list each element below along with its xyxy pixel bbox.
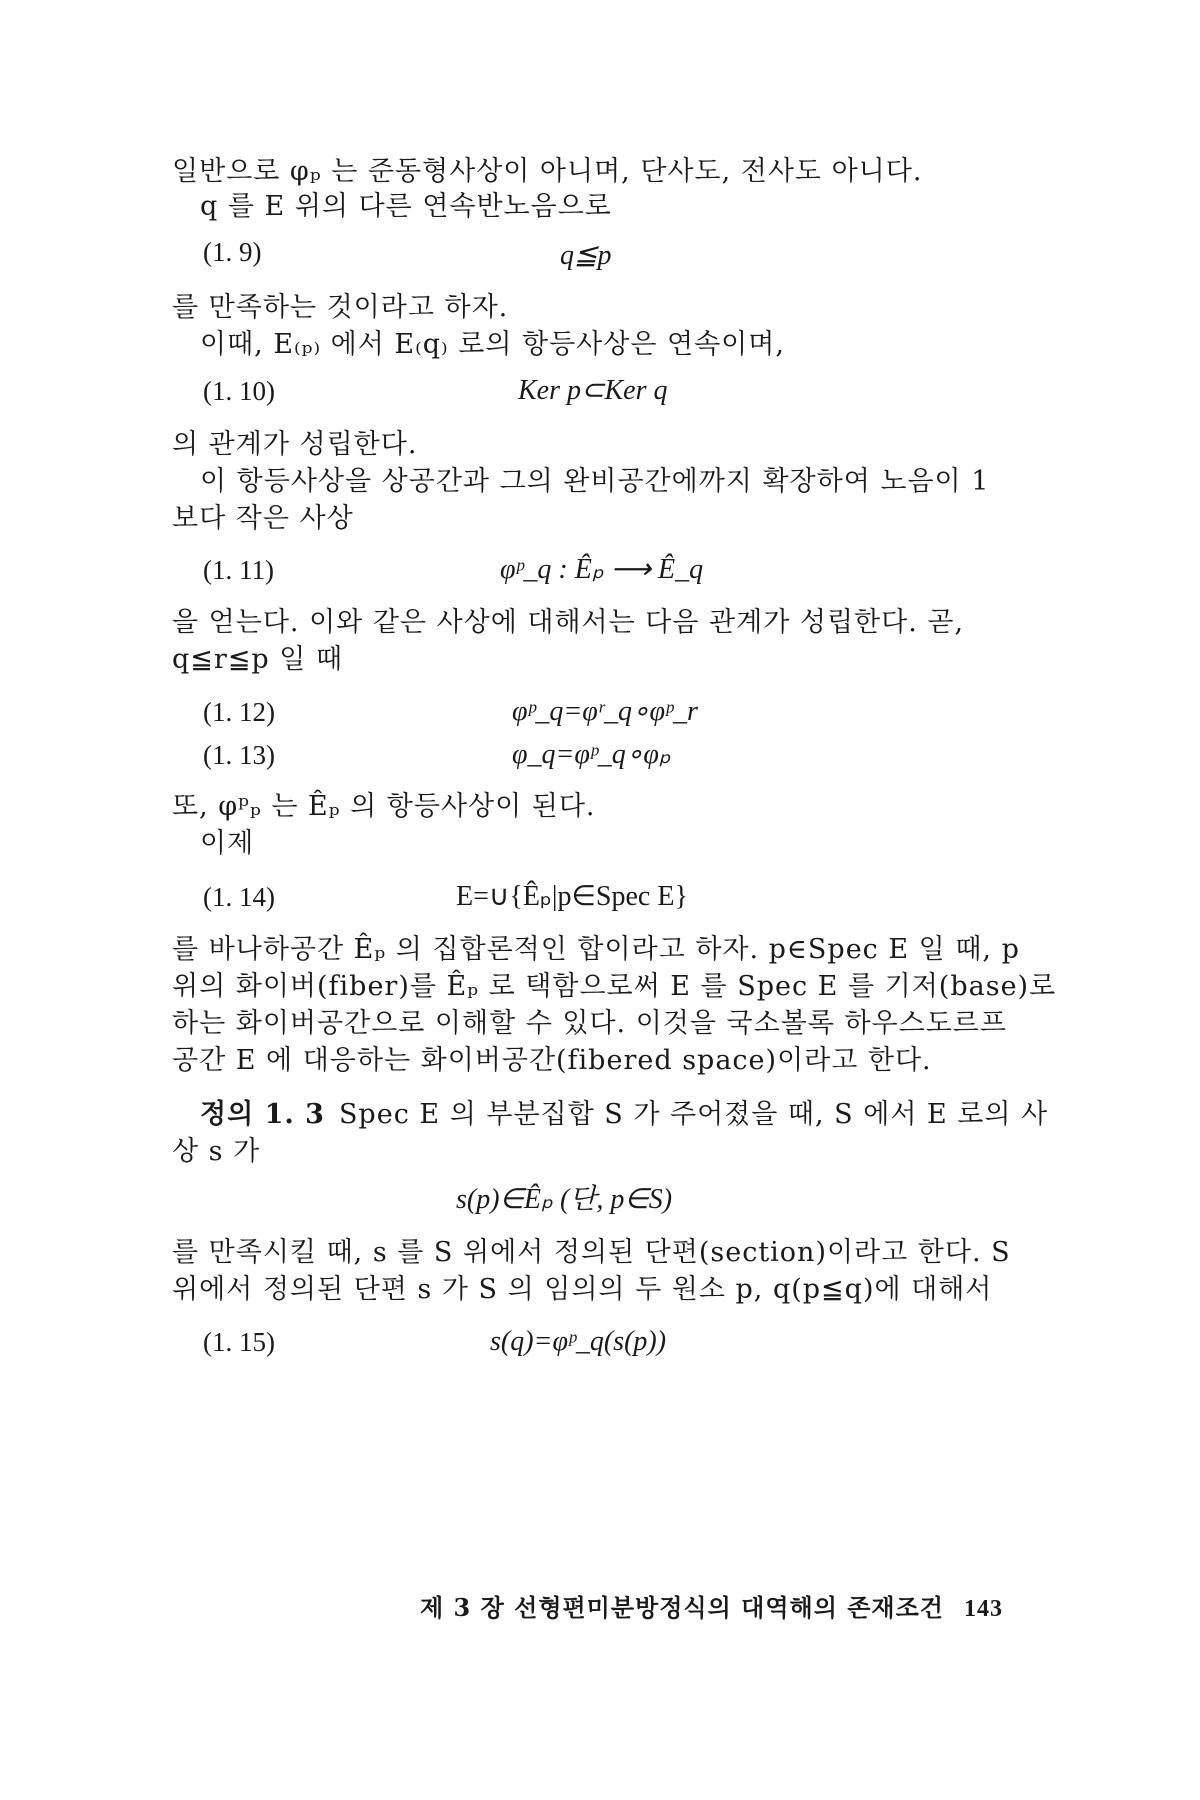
text-line: q 를 E 위의 다른 연속반노음으로 [200,191,612,222]
text-line: 를 만족하는 것이라고 하자. [172,292,509,323]
equation: E=∪{Êₚ|p∈Spec E} [456,881,688,912]
text-line: 보다 작은 사상 [172,503,354,534]
equation-number: (1. 10) [203,376,275,406]
text-line: 를 바나하공간 Êₚ 의 집합론적인 합이라고 하자. p∈Spec E 일 때, p [172,934,1020,965]
text-line: 공간 E 에 대응하는 화이버공간(fibered space)이라고 한다. [172,1045,932,1076]
text-line: 이 항등사상을 상공간과 그의 완비공간에까지 확장하여 노음이 1 [200,466,990,497]
equation-number: (1. 14) [203,882,275,912]
text-line: 을 얻는다. 이와 같은 사상에 대해서는 다음 관계가 성립한다. 곧, [172,607,965,638]
text-line: 하는 화이버공간으로 이해할 수 있다. 이것을 국소볼록 하우스도르프 [172,1008,1007,1039]
text-line: q≦r≦p 일 때 [172,644,344,675]
equation: s(q)=φᵖ_q(s(p)) [490,1326,667,1357]
equation-number: (1. 12) [203,697,275,727]
text-line: 이때, E₍ₚ₎ 에서 E₍q₎ 로의 항등사상은 연속이며, [200,329,785,360]
equation: φᵖ_q=φʳ_q∘φᵖ_r [512,696,698,727]
text-line: 상 s 가 [172,1136,261,1167]
text-line: 이제 [200,828,255,859]
chapter-title: 제 3 장 선형편미분방정식의 대역해의 존재조건 [420,1593,944,1622]
text-line: 의 관계가 성립한다. [172,429,418,460]
equation-number: (1. 13) [203,740,275,770]
text-line: 를 만족시킬 때, s 를 S 위에서 정의된 단편(section)이라고 한다. S [172,1237,1011,1268]
text-line: 일반으로 φₚ 는 준동형사상이 아니며, 단사도, 전사도 아니다. [172,156,923,187]
equation: φᵖ_q : Êₚ ⟶ Ê_q [500,554,704,585]
text-line: 위에서 정의된 단편 s 가 S 의 임의의 두 원소 p, q(p≦q)에 대해서 [172,1274,993,1305]
page-number: 143 [963,1596,1003,1622]
page-footer [420,1590,1040,1627]
definition-text: Spec E 의 부분집합 S 가 주어졌을 때, S 에서 E 로의 사 [338,1099,1049,1130]
equation-number: (1. 11) [203,555,274,585]
text-line: 위의 화이버(fiber)를 Êₚ 로 택함으로써 E 를 Spec E 를 기저(base)로 [172,971,1057,1002]
equation: s(p)∈Êₚ (단, p∈S) [456,1184,673,1215]
equation-number: (1. 9) [203,237,262,267]
text-line: 또, φᵖₚ 는 Êₚ 의 항등사상이 된다. [172,791,596,822]
equation: φ_q=φᵖ_q∘φₚ [512,739,671,770]
definition-line [200,1095,1060,1135]
equation-number: (1. 15) [203,1327,275,1357]
definition-heading: 정의 1. 3 [200,1099,325,1130]
equation: Ker p⊂Ker q [518,375,668,406]
equation: q≦p [560,240,612,271]
